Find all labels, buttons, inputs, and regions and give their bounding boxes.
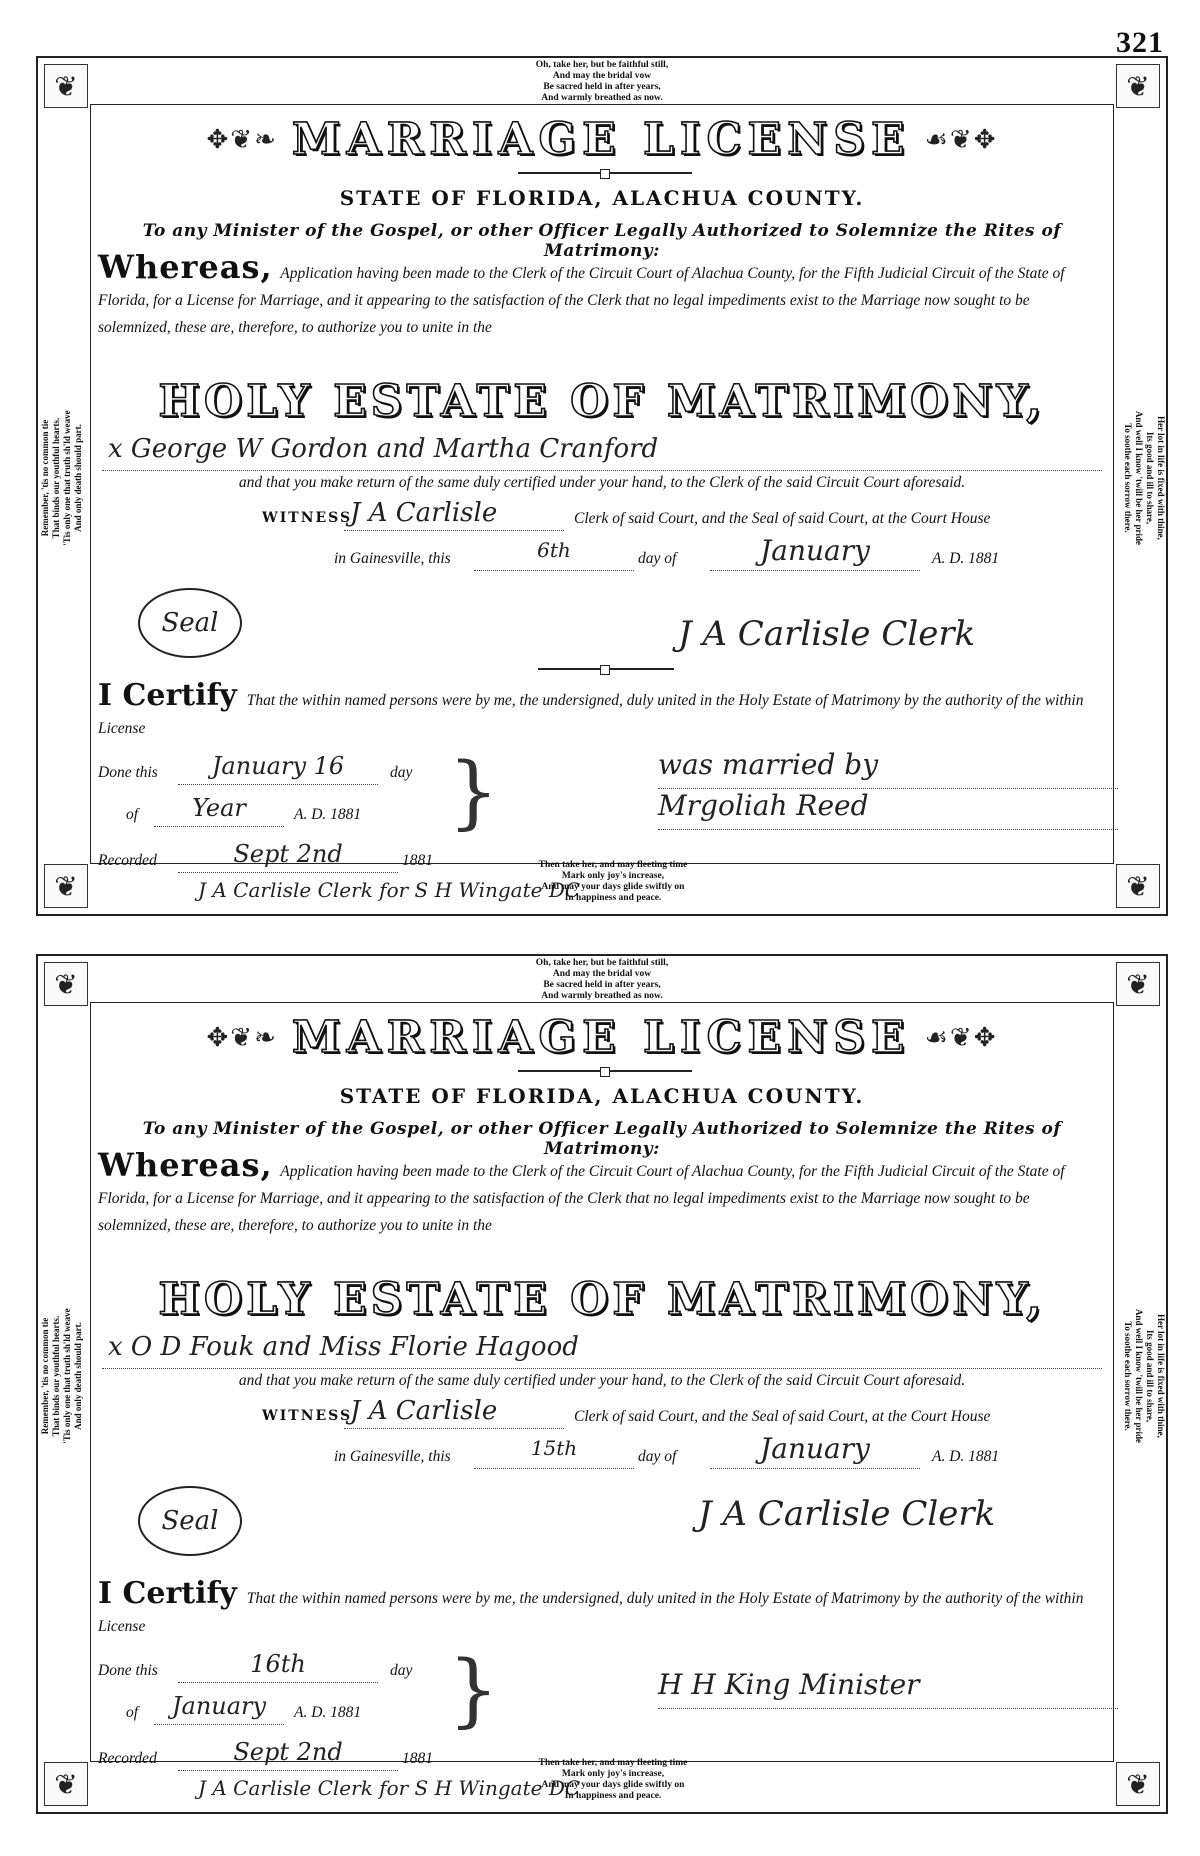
seal-stamp xyxy=(138,1486,242,1556)
officiant-text-1: was married by xyxy=(658,748,879,781)
year-label: A. D. 1881 xyxy=(932,1448,1000,1465)
month-field xyxy=(710,534,920,571)
done-row xyxy=(98,1650,498,1688)
border-rule xyxy=(90,1002,1114,1003)
whereas-text: Application having been made to the Clerk of the Circuit Court of Alachua County, for the Fifth Judicial Circuit of the State of Florida, for a License for Marriage, and it appearing to the satisfaction of the Clerk that no legal impediments exist to the Marriage now sought to be solemnized, these are, therefore, to authorize you to unite in the xyxy=(98,265,1065,336)
holy-estate-heading: HOLY ESTATE OF MATRIMONY, xyxy=(158,1274,1046,1325)
bracket-icon: } xyxy=(448,745,499,838)
flourish-icon: ☙❦✥ xyxy=(924,1022,998,1053)
ad-label: A. D. 1881 xyxy=(294,806,362,823)
officiant-block xyxy=(658,1668,1118,1709)
recorded-label: Recorded xyxy=(98,852,157,869)
done-value: January 16 xyxy=(211,752,345,780)
marriage-license-2 xyxy=(36,954,1168,1814)
return-text: and that you make return of the same duly certified under your hand, to the Clerk of the said Circuit Court aforesaid. xyxy=(238,474,966,491)
day-of-label: day of xyxy=(638,1448,677,1465)
witness-text: Clerk of said Court, and the Seal of said Court, at the Court House xyxy=(574,1408,991,1425)
bottom-verse: Then take her, and may fleeting time Mark only joy's increase, And may your days glide swiftly on In happiness and peace. xyxy=(538,860,688,903)
divider xyxy=(538,668,674,670)
of-row xyxy=(98,794,498,832)
whereas-text: Application having been made to the Clerk of the Circuit Court of Alachua County, for the Fifth Judicial Circuit of the State of Florida, for a License for Marriage, and it appearing to the satisfaction of the Clerk that no legal impediments exist to the Marriage now sought to be solemnized, these are, therefore, to authorize you to unite in the xyxy=(98,1163,1065,1234)
top-verse: Oh, take her, but be faithful still, And may the bridal vow Be sacred held in after years, And warmly breathed as now. xyxy=(535,60,669,103)
whereas-paragraph xyxy=(98,1146,1106,1239)
certify-text: That the within named persons were by me, the undersigned, duly united in the Holy Estate of Matrimony by the authority of the within License xyxy=(98,1590,1084,1635)
of-value: January xyxy=(171,1692,267,1720)
names-handwritten: x O D Fouk and Miss Florie Hagood xyxy=(108,1332,579,1362)
witness-label: WITNESS, xyxy=(262,510,359,526)
clerk-signature-text: J A Carlisle Clerk xyxy=(678,614,976,654)
state-heading: STATE OF FLORIDA, ALACHUA COUNTY. xyxy=(339,186,865,210)
names-handwritten: x George W Gordon and Martha Cranford xyxy=(108,434,659,464)
divider xyxy=(518,1070,692,1072)
holy-estate-heading: HOLY ESTATE OF MATRIMONY, xyxy=(158,376,1046,427)
license-title: MARRIAGE LICENSE xyxy=(291,1012,911,1063)
day-value: 15th xyxy=(530,1436,578,1460)
gainesville-label: in Gainesville, this xyxy=(334,1448,451,1465)
ornament-icon: ❦ xyxy=(44,64,88,108)
top-verse: Oh, take her, but be faithful still, And may the bridal vow Be sacred held in after years, And warmly breathed as now. xyxy=(535,958,669,1001)
year-label: A. D. 1881 xyxy=(932,550,1000,567)
officiant-block xyxy=(658,748,1118,830)
month-value: January xyxy=(760,534,870,567)
border-rule xyxy=(90,104,1114,105)
of-value: Year xyxy=(192,794,246,822)
recorded-value: Sept 2nd xyxy=(233,1738,343,1766)
of-label: of xyxy=(126,1704,139,1721)
officiant-line xyxy=(658,789,1118,830)
certify-paragraph xyxy=(98,678,1106,743)
whereas-word: Whereas, xyxy=(98,1146,273,1184)
marriage-license-1 xyxy=(36,56,1168,916)
day-field xyxy=(474,1436,634,1469)
page-number: 321 xyxy=(1116,26,1164,59)
done-value: 16th xyxy=(250,1650,306,1678)
of-row xyxy=(98,1692,498,1730)
witness-label: WITNESS, xyxy=(262,1408,359,1424)
ornament-icon: ❦ xyxy=(44,864,88,908)
seal-stamp xyxy=(138,588,242,658)
seal-text: Seal xyxy=(161,1506,219,1536)
done-field xyxy=(178,1650,378,1683)
clerk-signature xyxy=(698,1494,1118,1540)
ad-label: A. D. 1881 xyxy=(294,1704,362,1721)
day-label: day xyxy=(390,764,413,781)
clerk-signature-text: J A Carlisle Clerk xyxy=(698,1494,996,1534)
of-field xyxy=(154,794,284,827)
title-row xyxy=(38,114,1166,165)
witness-row xyxy=(98,498,1106,536)
done-field xyxy=(178,752,378,785)
recorded-row xyxy=(98,1738,538,1776)
witness-signature: J A Carlisle xyxy=(350,498,498,528)
witness-signature-field xyxy=(344,1396,564,1429)
recorded-label: Recorded xyxy=(98,1750,157,1767)
witness-row xyxy=(98,1396,1106,1434)
state-heading: STATE OF FLORIDA, ALACHUA COUNTY. xyxy=(339,1084,865,1108)
ornament-icon: ❦ xyxy=(1116,64,1160,108)
done-label: Done this xyxy=(98,1662,158,1679)
witness-signature: J A Carlisle xyxy=(350,1396,498,1426)
license-title: MARRIAGE LICENSE xyxy=(291,114,911,165)
done-row xyxy=(98,752,498,790)
of-field xyxy=(154,1692,284,1725)
address-line: To any Minister of the Gospel, or other Officer Legally Authorized to Solemnize the Rites of Matrimony: xyxy=(142,1119,1062,1159)
left-side-poem: Remember, 'tis no common tie That binds our youthful hearts. 'Tis only one that truth sh'ld weave And only death should part. xyxy=(40,1308,83,1444)
month-field xyxy=(710,1432,920,1469)
month-value: January xyxy=(760,1432,870,1465)
done-label: Done this xyxy=(98,764,158,781)
recorded-value: Sept 2nd xyxy=(233,840,343,868)
recorded-note-text: J A Carlisle Clerk for S H Wingate DC xyxy=(198,1776,581,1800)
whereas-word: Whereas, xyxy=(98,248,273,286)
left-side-poem: Remember, 'tis no common tie That binds our youthful hearts. 'Tis only one that truth sh'ld weave And only death should part. xyxy=(40,410,83,546)
ornament-icon: ❦ xyxy=(1116,1762,1160,1806)
day-value: 6th xyxy=(537,538,571,562)
recorded-year: 1881 xyxy=(402,1750,433,1767)
day-of-label: day of xyxy=(638,550,677,567)
of-label: of xyxy=(126,806,139,823)
witness-signature-field xyxy=(344,498,564,531)
certify-word: I Certify xyxy=(98,678,237,713)
recorded-field xyxy=(178,840,398,873)
recorded-field xyxy=(178,1738,398,1771)
bracket-icon: } xyxy=(448,1643,499,1736)
divider xyxy=(518,172,692,174)
day-label: day xyxy=(390,1662,413,1679)
names-field xyxy=(102,436,1102,471)
gainesville-label: in Gainesville, this xyxy=(334,550,451,567)
officiant-text-2: H H King Minister xyxy=(658,1668,920,1701)
day-field xyxy=(474,538,634,571)
right-side-poem: Her lot in life is fixed with thine, Its good and ill to share, And well I know 'twill be her pride To soothe each sorrow there. xyxy=(1123,410,1166,546)
recorded-row xyxy=(98,840,538,878)
clerk-signature xyxy=(678,614,1098,660)
ornament-icon: ❦ xyxy=(1116,962,1160,1006)
certify-paragraph xyxy=(98,1576,1106,1641)
recorded-note xyxy=(198,1776,581,1800)
certify-text: That the within named persons were by me, the undersigned, duly united in the Holy Estate of Matrimony by the authority of the within License xyxy=(98,692,1084,737)
return-text: and that you make return of the same duly certified under your hand, to the Clerk of the said Circuit Court aforesaid. xyxy=(238,1372,966,1389)
officiant-line xyxy=(658,748,1118,789)
ornament-icon: ❦ xyxy=(44,1762,88,1806)
officiant-text-2: Mrgoliah Reed xyxy=(658,789,869,822)
recorded-note xyxy=(198,878,581,902)
flourish-icon: ✥❦❧ xyxy=(206,124,278,155)
date-row xyxy=(98,534,1106,576)
certify-word: I Certify xyxy=(98,1576,237,1611)
witness-text: Clerk of said Court, and the Seal of said Court, at the Court House xyxy=(574,510,991,527)
recorded-year: 1881 xyxy=(402,852,433,869)
ornament-icon: ❦ xyxy=(1116,864,1160,908)
date-row xyxy=(98,1432,1106,1474)
right-side-poem: Her lot in life is fixed with thine, Its good and ill to share, And well I know 'twill be her pride To soothe each sorrow there. xyxy=(1123,1308,1166,1444)
flourish-icon: ✥❦❧ xyxy=(206,1022,278,1053)
seal-text: Seal xyxy=(161,608,219,638)
bottom-verse: Then take her, and may fleeting time Mark only joy's increase, And may your days glide swiftly on In happiness and peace. xyxy=(538,1758,688,1801)
title-row xyxy=(38,1012,1166,1063)
address-line: To any Minister of the Gospel, or other Officer Legally Authorized to Solemnize the Rites of Matrimony: xyxy=(142,221,1062,261)
names-field xyxy=(102,1334,1102,1369)
whereas-paragraph xyxy=(98,248,1106,341)
ornament-icon: ❦ xyxy=(44,962,88,1006)
flourish-icon: ☙❦✥ xyxy=(924,124,998,155)
recorded-note-text: J A Carlisle Clerk for S H Wingate DC xyxy=(198,878,581,902)
officiant-line xyxy=(658,1668,1118,1709)
